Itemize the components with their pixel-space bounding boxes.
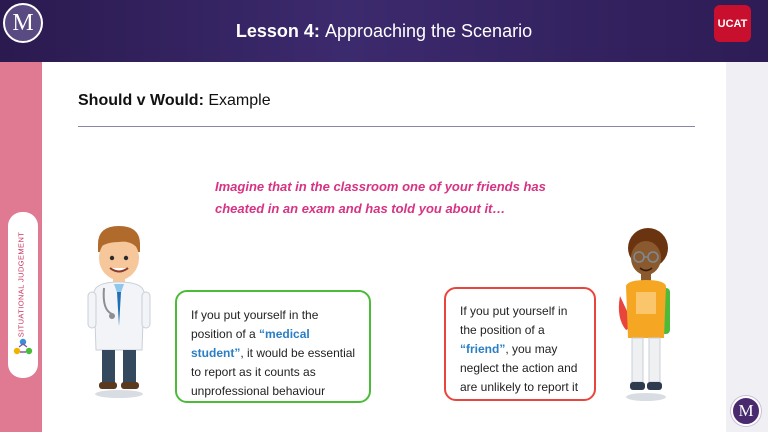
lesson-number: Lesson 4:: [235, 20, 320, 41]
section-tab[interactable]: [8, 212, 38, 378]
brand-logo[interactable]: M: [3, 3, 43, 43]
medical-card-highlight: “medical student”: [191, 327, 310, 360]
friend-illustration: [610, 226, 680, 402]
top-bar: [0, 0, 768, 62]
scenario-prompt: Imagine that in the classroom one of your friends has cheated in an exam and has told you about it…: [215, 179, 546, 216]
lesson-name: Approaching the Scenario: [324, 20, 533, 41]
left-sidebar: [0, 62, 42, 432]
medical-card-text-before: If you put yourself in the position of a: [191, 308, 319, 341]
medical-card-text-after: , it would be essential to report as it counts as unprofessional behaviour: [191, 346, 356, 398]
friend-card: [444, 287, 596, 401]
doctor-illustration: [82, 222, 156, 400]
heading-rest: Example: [208, 92, 271, 109]
lesson-title: [0, 0, 768, 62]
friend-card-highlight: “friend”: [460, 342, 506, 356]
heading-bold: Should v Would:: [78, 92, 204, 109]
section-label: SITUATIONAL JUDGEMENT: [16, 231, 26, 338]
slide-heading: [78, 92, 271, 110]
friend-card-text-before: If you put yourself in the position of a: [460, 304, 568, 337]
situational-judgement-icon: [12, 336, 34, 358]
heading-divider: [78, 126, 695, 127]
friend-card-text-after: , you may neglect the action and are unlikely to report it: [460, 342, 579, 394]
medical-student-card: [175, 290, 371, 403]
ucat-badge: UCAT: [714, 5, 751, 42]
right-margin: [726, 62, 768, 432]
corner-logo[interactable]: M: [731, 396, 761, 426]
